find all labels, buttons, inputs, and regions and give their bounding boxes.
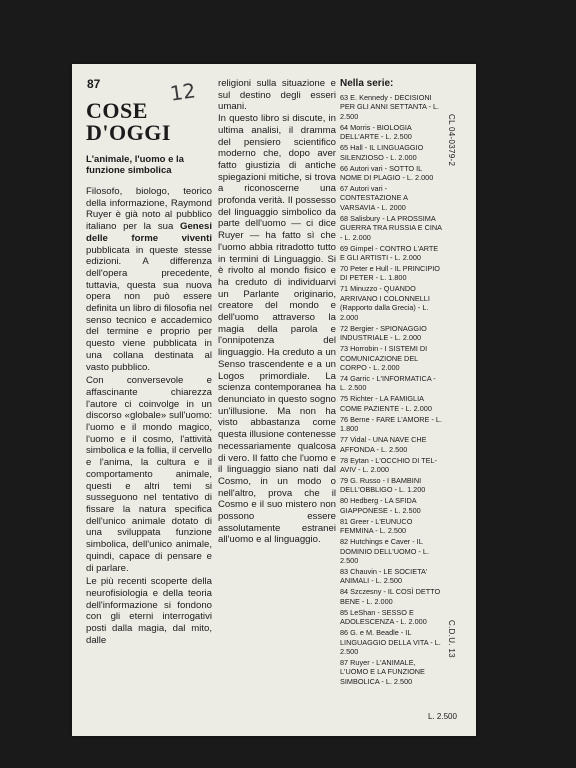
series-item-number: 64 <box>340 122 349 132</box>
series-item-number: 87 <box>340 658 349 667</box>
series-item-number: 71 <box>340 284 349 294</box>
series-item-text: Greer - L'EUNUCO FEMMINA - L. 2.500 <box>340 516 413 536</box>
series-item-text: Horrobin - I SISTEMI DI COMUNICAZIONE DEL CORPO - L. 2.000 <box>340 344 428 372</box>
series-item-number: 70 <box>340 264 349 274</box>
series-item-number: 72 <box>340 323 349 333</box>
series-item-number: 68 <box>340 213 349 223</box>
series-item-text: Berne - FARE L'AMORE - L. 1.800 <box>340 414 442 434</box>
series-item-text: Szczesny - IL COSÌ DETTO BENE - L. 2.000 <box>340 587 441 606</box>
series-item-text: G. e M. Beadle - IL LINGUAGGIO DELLA VITA - L. 2.500 <box>340 628 441 656</box>
title-line-1: COSE <box>86 98 148 123</box>
series-item <box>340 587 442 606</box>
series-number: 87 <box>87 77 101 91</box>
series-item-number: 79 <box>340 475 349 485</box>
series-item-text: Hutchings e Caver - IL DOMINIO DELL'UOMO - L. 2.500 <box>340 537 429 565</box>
series-item-text: Chauvin - LE SOCIETA' ANIMALI - L. 2.500 <box>340 566 428 586</box>
cdu-code: C.D.U. 13 <box>447 620 456 658</box>
series-item <box>340 394 442 413</box>
series-list-title: Nella serie: <box>340 78 394 89</box>
series-item-text: Hall - IL LINGUAGGIO SILENZIOSO - L. 2.000 <box>340 143 424 162</box>
series-item <box>340 344 442 372</box>
series-item-number: 74 <box>340 373 349 383</box>
series-item-number: 78 <box>340 455 349 465</box>
paragraph-1: Filosofo, biologo, teorico della informazione, Raymond Ruyer è già noto al pubblico italiano per la sua Genesi delle forme viventi pubblicata in queste stesse edizioni. A differenza dell'opera precedente, tuttavia, questa sua nuova opera non può essere definita un libro di filosofia nel senso tecnico e accademico del termine e proprio per questo viene pubblicata in una collana destinata al vasto pubblico. <box>86 186 212 373</box>
handwritten-number: 12 <box>168 78 197 106</box>
series-item <box>340 184 442 212</box>
series-item <box>340 214 442 242</box>
series-item <box>340 608 442 627</box>
series-item <box>340 374 442 393</box>
series-item <box>340 456 442 475</box>
series-item-text: Autori vari - SOTTO IL NOME DI PLAGIO - L. 2.000 <box>340 163 434 183</box>
series-item-text: Richter - LA FAMIGLIA COME PAZIENTE - L. 2.000 <box>340 394 432 413</box>
series-item <box>340 244 442 263</box>
series-title <box>86 100 171 144</box>
book-back-cover <box>72 64 476 736</box>
series-items <box>340 93 442 686</box>
book-reference: Genesi delle forme viventi <box>86 221 212 244</box>
series-item-number: 67 <box>340 184 349 194</box>
series-item-text: G. Russo - I BAMBINI DELL'OBBLIGO - L. 1.200 <box>340 475 426 495</box>
series-item <box>340 517 442 536</box>
series-item-text: Salisbury - LA PROSSIMA GUERRA TRA RUSSIA E CINA - L. 2.000 <box>340 213 442 242</box>
description-column-2 <box>218 78 336 546</box>
series-item-text: E. Kennedy - DECISIONI PER GLI ANNI SETTANTA - L. 2.500 <box>340 93 440 121</box>
series-item-number: 76 <box>340 414 349 424</box>
paragraph-3: Le più recenti scoperte della neurofisiologia e della teoria dell'informazione si fondono con gli eterni interrogativi posti dalla magia, dal mito, dalle <box>86 576 212 646</box>
description-column-1 <box>86 186 212 648</box>
series-item <box>340 324 442 343</box>
series-item <box>340 164 442 183</box>
series-item-text: Ruyer - L'ANIMALE, L'UOMO E LA FUNZIONE SIMBOLICA - L. 2.500 <box>340 658 425 686</box>
series-item-number: 83 <box>340 566 349 576</box>
series-item <box>340 264 442 283</box>
series-item-number: 75 <box>340 394 349 404</box>
series-item <box>340 567 442 586</box>
series-item <box>340 143 442 162</box>
paragraph-4: religioni sulla situazione e sul destino degli esseri umani. <box>218 78 336 113</box>
price: L. 2.500 <box>428 712 457 721</box>
title-line-2: D'OGGI <box>86 120 171 145</box>
paragraph-2: Con conversevole e affascinante chiarezza l'autore ci coinvolge in un discorso «globale» sull'uomo: l'uomo e il mondo magico, l'uomo e il cosmo, l'attività simbolica e la follia, il cervello e l'anima, la cultura e il comportamento animale, questi e altri temi si susseguono nel tentativo di fissare la natura specifica dell'unico animale dotato di una sviluppata funzione simbolica, dell'unico animale, quindi, capace di pensare e di parlare. <box>86 375 212 574</box>
series-item <box>340 93 442 121</box>
series-item <box>340 658 442 686</box>
paragraph-5: In questo libro si discute, in ultima analisi, il dramma del pensiero scientifico moderno che, dopo aver fatto giustizia di antiche spiegazioni mitiche, si trova a riconoscerne una profonda verità. Il possesso del linguaggio simbolico da parte dell'uomo — ci dice Ruyer — ha fatto sì che l'uomo abbia ritradotto tutto in termini di Linguaggio. Si è rivolto al mondo fisico e ha creduto di individuarvi un Parlante originario, creatore del mondo e dell'uomo attraverso la magia della parola e l'onnipotenza del linguaggio. Ha creduto a un Senso trascendente e a un Logos primordiale. La scienza contemporanea ha denunciato in questo sogno un'illusione. Ma non ha visto abbastanza come questa illusione contenesse necessariamente qualcosa di vero. Il fatto che l'uomo e il linguaggio siano nati dal Cosmo, in un modo o nell'altro, prova che il Cosmo e il suo mistero non possono essere assolutamente estranei all'uomo e al linguaggio. <box>218 113 336 546</box>
series-list <box>340 78 442 688</box>
book-subtitle: L'animale, l'uomo e la funzione simbolica <box>86 154 184 176</box>
series-item-text: Vidal - UNA NAVE CHE AFFONDA - L. 2.500 <box>340 435 427 454</box>
series-item-number: 66 <box>340 163 349 173</box>
series-item-number: 73 <box>340 344 349 354</box>
series-item-text: Hedberg - LA SFIDA GIAPPONESE - L. 2.500 <box>340 496 421 515</box>
series-item-number: 85 <box>340 607 349 617</box>
series-item-number: 65 <box>340 143 349 153</box>
series-item <box>340 628 442 656</box>
series-item-number: 81 <box>340 516 349 526</box>
series-item-text: Minuzzo - QUANDO ARRIVANO I COLONNELLI (Rapporto dalla Grecia) - L. 2.000 <box>340 284 430 322</box>
series-item <box>340 284 442 322</box>
series-item-number: 69 <box>340 243 349 253</box>
catalog-code: CL 04-0379-2 <box>447 114 456 167</box>
series-item <box>340 415 442 434</box>
series-item-text: Morris - BIOLOGIA DELL'ARTE - L. 2.500 <box>340 122 412 142</box>
series-item-number: 77 <box>340 435 349 445</box>
series-item-number: 86 <box>340 628 349 638</box>
series-item-text: LeShan - SESSO E ADOLESCENZA - L. 2.000 <box>340 607 427 627</box>
series-item-number: 84 <box>340 587 349 597</box>
series-item <box>340 476 442 495</box>
series-item <box>340 123 442 142</box>
series-item <box>340 537 442 565</box>
series-item-text: Garric - L'INFORMATICA - L. 2.500 <box>340 373 436 393</box>
series-item-text: Gimpel - CONTRO L'ARTE E GLI ARTISTI - L. 2.000 <box>340 243 439 263</box>
series-item-text: Eytan - L'OCCHIO DI TEL-AVIV - L. 2.000 <box>340 455 437 474</box>
series-item-text: Autori vari - CONTESTAZIONE A VARSAVIA - L. 2000 <box>340 184 408 212</box>
series-item-number: 80 <box>340 496 349 506</box>
series-item <box>340 435 442 454</box>
series-item-text: Peter e Hull - IL PRINCIPIO DI PETER - L. 1.800 <box>340 264 440 283</box>
series-item-text: Bergier - SPIONAGGIO INDUSTRIALE - L. 2.000 <box>340 323 427 343</box>
series-item <box>340 496 442 515</box>
series-item-number: 63 <box>340 93 349 102</box>
series-item-number: 82 <box>340 537 349 547</box>
